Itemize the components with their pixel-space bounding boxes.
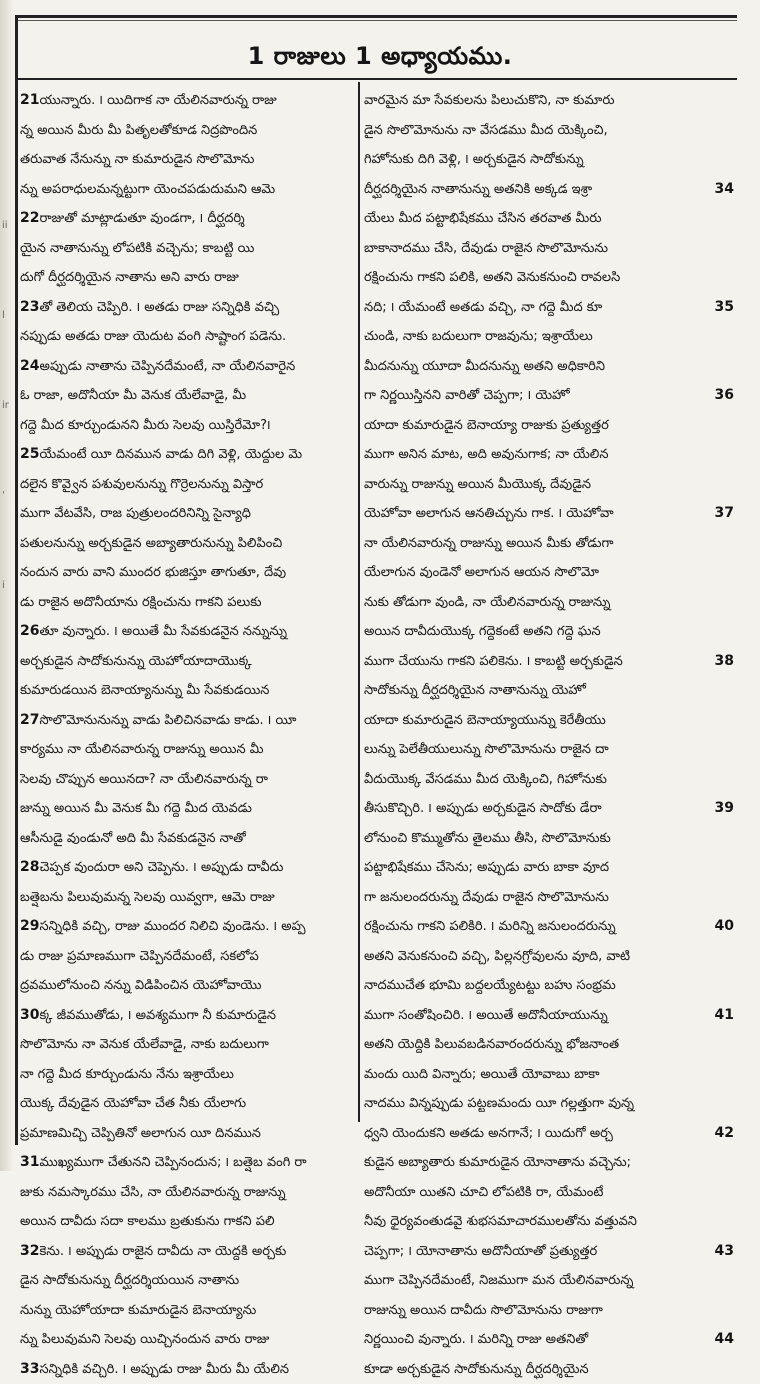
- verse-text: సన్నిధికి వచ్చిరి. ౹ అప్పుడు రాజు మీరు మీ యేలిన: [39, 1362, 289, 1377]
- verse-text: ఓ రాజా, అదొనీయా మీ వెనుక యేలేవాడై, మీ: [20, 388, 246, 403]
- verse-text: ముగా వేటవేసి, రాజ పుత్రులందరినిన్ని సైన్యాధి: [20, 506, 251, 521]
- verse-number: 30: [20, 1007, 39, 1023]
- text-line: [20, 529, 356, 559]
- text-line: [364, 499, 712, 529]
- text-line: [364, 1207, 712, 1237]
- text-line: [364, 1060, 712, 1090]
- text-line: [20, 794, 356, 824]
- page-border-top: [15, 15, 737, 18]
- text-line: [20, 647, 356, 677]
- verse-text: లున్ను పెలేతీయులున్ను సొలొమోనును రాజైన దా: [364, 742, 609, 757]
- verse-number: 24: [20, 358, 39, 374]
- text-line: [20, 440, 356, 470]
- verse-text: వీదుయొక్క వేసడము మీద యెక్కించి, గిహోనుకు: [364, 772, 607, 787]
- margin-marks: ii l ir ' i: [2, 220, 14, 670]
- text-line: [364, 470, 712, 500]
- text-line: [20, 853, 356, 883]
- verse-text: అప్పుడు నాతాను చెప్పినదేమంటే, నా యేలినవారైన: [39, 359, 295, 374]
- text-line: [20, 1089, 356, 1119]
- text-line: [20, 942, 356, 972]
- verse-text: రాజున్ను అయిన దావీదు సొలొమోనును రాజుగా: [364, 1303, 603, 1318]
- verse-number: 38: [715, 647, 734, 677]
- column-divider: [358, 82, 360, 1122]
- text-line: [20, 175, 356, 205]
- verse-text: చెప్పక వుందురా అని చెప్పెను. ౹ అప్పుడు దావీదు: [39, 860, 283, 875]
- verse-text: ముగా సంతోషించిరి. ౹ అయితే అదొనీయాయున్ను: [364, 1008, 608, 1023]
- text-line: [20, 558, 356, 588]
- text-line: [364, 1237, 712, 1267]
- text-line: [20, 263, 356, 293]
- verse-text: అయిన దావీదు సదా కాలము బ్రతుకును గాకని పలి: [20, 1214, 274, 1229]
- verse-number: 34: [715, 175, 734, 205]
- verse-text: తూ వున్నారు. ౹ అయితే మీ సేవకుడనైన నన్నున్ను: [39, 624, 286, 639]
- text-line: [20, 86, 356, 116]
- text-line: [364, 263, 712, 293]
- verse-text: వారున్ను రాజున్ను అయిన మీయొక్క దేవుడైన: [364, 477, 591, 492]
- verse-text: రక్షించును గాకని పలికి, అతని వెనుకనుంచి రావలసి: [364, 270, 620, 285]
- text-line: [364, 1119, 712, 1149]
- verse-text: లోనుంచి కొమ్ముతోను తైలము తీసి, సొలొమోనుకు: [364, 831, 611, 846]
- verse-text: యొక్క దేవుడైన యెహోవా చేత నీకు యేలాగు: [20, 1096, 246, 1111]
- verse-text: యేలాగున వుండెనో అలాగున ఆయన సొలొమో: [364, 565, 599, 580]
- verse-text: దలైన కొవ్వైన పశువులనున్ను గొర్రెలనున్ను విస్తార: [20, 477, 263, 492]
- text-line: [364, 1148, 712, 1178]
- verse-text: మందు యిది విన్నారు; అయితే యోవాబు బాకా: [364, 1067, 600, 1082]
- text-line: [364, 647, 712, 677]
- text-line: [20, 735, 356, 765]
- verse-text: నాదము విన్నప్పుడు పట్టణమందు యీ గల్లత్తుగా వున్న: [364, 1096, 634, 1111]
- text-line: [20, 1237, 356, 1267]
- text-line: [364, 912, 712, 942]
- text-line: [364, 794, 712, 824]
- verse-number: 35: [715, 293, 734, 323]
- verse-text: అయిన దావీదుయొక్క గద్దెకంటే అతని గద్దె ఘన: [364, 624, 601, 639]
- verse-number: 28: [20, 859, 39, 875]
- text-line: [364, 322, 712, 352]
- verse-text: డైన సాదోకునున్ను దీర్ఘదర్శియయిన నాతాను: [20, 1273, 239, 1288]
- verse-text: నిర్ణయించి వున్నారు. ౹ మరిన్ని రాజు అతనితో: [364, 1332, 588, 1347]
- text-line: [364, 352, 712, 382]
- page-border-left: [15, 15, 18, 1145]
- text-line: [364, 1178, 712, 1208]
- verse-text: నుకు తోడుగా వుండి, నా యేలినవారున్న రాజున్ను: [364, 595, 610, 610]
- text-line: [364, 588, 712, 618]
- left-column: [20, 86, 356, 1384]
- text-line: [20, 1148, 356, 1178]
- verse-text: సాదోకున్ను దీర్ఘదర్శియైన నాతానున్ను యెహో: [364, 683, 586, 698]
- text-line: [20, 293, 356, 323]
- text-line: [20, 1207, 356, 1237]
- verse-text: యైన నాతానున్ను లోపటికి వచ్చెను; కాబట్టి యి: [20, 241, 254, 256]
- text-line: [364, 1296, 712, 1326]
- verse-number: 31: [20, 1154, 39, 1170]
- verse-text: డైన సొలొమోనును నా వేసడము మీద యెక్కించి,: [364, 123, 608, 138]
- text-line: [20, 676, 356, 706]
- page-border-top-inner: [18, 20, 737, 21]
- verse-text: అదొనీయా యితని చూచి లోపటికి రా, యేమంటే: [364, 1185, 603, 1200]
- verse-number: 36: [715, 381, 734, 411]
- verse-text: ముగా చేయును గాకని పలికెను. ౹ కాబట్టి అర్చకుడైన: [364, 654, 623, 669]
- text-line: [20, 116, 356, 146]
- text-line: [20, 381, 356, 411]
- right-column: [364, 86, 712, 1384]
- verse-number: 39: [715, 794, 734, 824]
- text-line: [20, 588, 356, 618]
- text-line: [20, 411, 356, 441]
- verse-text: గా జనులందరున్ను దేవుడు రాజైన సొలొమోనును: [364, 890, 609, 905]
- text-line: [364, 558, 712, 588]
- text-line: [20, 499, 356, 529]
- text-line: [364, 706, 712, 736]
- text-line: [20, 470, 356, 500]
- verse-number: 33: [20, 1361, 39, 1377]
- text-line: [364, 234, 712, 264]
- verse-number: 25: [20, 446, 39, 462]
- verse-number: 41: [715, 1001, 734, 1031]
- text-line: [20, 1325, 356, 1355]
- text-line: [364, 1355, 712, 1384]
- header-rule: [18, 78, 737, 80]
- text-line: [364, 883, 712, 913]
- text-line: [20, 824, 356, 854]
- verse-text: నప్పుడు అతడు రాజు యెదుట వంగి సాష్టాంగ పడెను.: [20, 329, 286, 344]
- verse-text: నందున వారు వాని ముందర భుజిస్తూ తాగుతూ, దేవు: [20, 565, 286, 580]
- verse-text: యాదా కుమారుడైన బెనాయ్యా రాజుకు ప్రత్యుత్తర: [364, 418, 609, 433]
- text-line: [364, 676, 712, 706]
- verse-text: చెప్పగా; ౹ యోనాతాను అదొనీయాతో ప్రత్యుత్తర: [364, 1244, 597, 1259]
- verse-text: పట్టాభిషేకము చేసెను; అప్పుడు వారు బాకా వూద: [364, 860, 609, 875]
- text-line: [364, 971, 712, 1001]
- text-line: [20, 1355, 356, 1384]
- verse-text: నా గద్దె మీద కూర్చుండును నేను ఇశ్రాయేలు: [20, 1067, 234, 1082]
- verse-number: 29: [20, 918, 39, 934]
- text-line: [20, 1030, 356, 1060]
- verse-text: సెలవు చొప్పున అయినదా? నా యేలినవారున్న రా: [20, 772, 268, 787]
- verse-text: అర్చకుడైన సాదోకునున్ను యెహోయాదాయొక్క: [20, 654, 252, 669]
- verse-text: ధ్వని యెందుకని అతడు అనగానే; ౹ యిదుగో అర్చ: [364, 1126, 613, 1141]
- verse-text: న్ను పిలువుమని సెలవు యిచ్చినందున వారు రాజు: [20, 1332, 269, 1347]
- verse-text: సొలొమోను నా వెనుక యేలేవాడై, నాకు బదులుగా: [20, 1037, 269, 1052]
- text-line: [20, 706, 356, 736]
- verse-text: రాజుతో మాట్లాడుతూ వుండగా, ౹ దీర్ఘదర్శి: [39, 211, 244, 226]
- verse-text: డు రాజు ప్రమాణముగా చెప్పినదేమంటే, సకలోప: [20, 949, 259, 964]
- text-line: [364, 853, 712, 883]
- verse-text: జుకు నమస్కారము చేసి, నా యేలినవారున్న రాజున్ను: [20, 1185, 286, 1200]
- verse-text: రక్షించును గాకని పలికిరి. ౹ మరిన్ని జనులందరున్ను: [364, 919, 616, 934]
- verse-number: 22: [20, 210, 39, 226]
- verse-text: యేలు మీద పట్టాభిషేకము చేసిన తరవాత మీరు: [364, 211, 601, 226]
- text-line: [364, 381, 712, 411]
- text-line: [364, 735, 712, 765]
- text-line: [364, 529, 712, 559]
- verse-text: తరువాత నేనున్ను నా కుమారుడైన సొలొమోను: [20, 152, 254, 167]
- verse-text: తో తెలియ చెప్పిరి. ౹ అతడు రాజు సన్నిధికి వచ్చి: [39, 300, 279, 315]
- text-line: [364, 204, 712, 234]
- verse-text: అతని వెనుకనుంచి వచ్చి, పిల్లనగ్రోవులను వూది, వాటి: [364, 949, 630, 964]
- verse-number: 32: [20, 1243, 39, 1259]
- text-line: [364, 1089, 712, 1119]
- verse-text: యేమంటే యీ దినమున వాడు దిగి వెళ్లి, యెద్దుల మె: [39, 447, 302, 462]
- verse-number: 42: [715, 1119, 734, 1149]
- text-line: [20, 1001, 356, 1031]
- text-line: [20, 1119, 356, 1149]
- verse-text: ఆసీనుడై వుండునో అది మీ సేవకుడనైన నాతో: [20, 831, 246, 846]
- text-line: [20, 1060, 356, 1090]
- verse-text: యున్నారు. ౹ యిదిగాక నా యేలినవారున్న రాజు: [39, 93, 276, 108]
- text-line: [20, 765, 356, 795]
- verse-text: మీదనున్ను యూదా మీదనున్ను అతని అధికారిని: [364, 359, 605, 374]
- verse-text: క్క జీవముతోడు, ౹ అవశ్యముగా నీ కుమారుడైన: [39, 1008, 276, 1023]
- verse-number: 21: [20, 92, 39, 108]
- verse-text: ముగా చెప్పినదేమంటే, నిజముగా మన యేలినవారున్న: [364, 1273, 633, 1288]
- verse-text: చుండి, నాకు బదులుగా రాజవును; ఇశ్రాయేలు: [364, 329, 593, 344]
- text-line: [20, 883, 356, 913]
- text-line: [364, 116, 712, 146]
- text-line: [364, 86, 712, 116]
- verse-text: ముఖ్యముగా చేతునని చెప్పినందున; ౹ బత్షెబ వంగి రా: [39, 1155, 306, 1170]
- verse-number: 27: [20, 712, 39, 728]
- verse-text: యెహోవా అలాగున ఆనతిచ్చును గాక. ౹ యెహోవా: [364, 506, 614, 521]
- verse-text: కుమారుడయిన బెనాయ్యానున్ను మీ సేవకుడయిన: [20, 683, 269, 698]
- text-line: [364, 411, 712, 441]
- text-line: [20, 352, 356, 382]
- verse-text: తీసుకొచ్చిరి. ౹ అప్పుడు అర్చకుడైన సాదోకు డేరా: [364, 801, 602, 816]
- verse-text: సొలొమోనునున్ను వాడు పిలిచినవాడు కాడు. ౹ యీ: [39, 713, 296, 728]
- verse-text: డు రాజైన అదొనీయాను రక్షించును గాకని పలుకు: [20, 595, 262, 610]
- text-line: [20, 322, 356, 352]
- verse-text: యాదా కుమారుడైన బెనాయ్యాయున్ను కెరేతీయు: [364, 713, 606, 728]
- text-line: [364, 175, 712, 205]
- verse-number: 44: [715, 1325, 734, 1355]
- text-line: [364, 1266, 712, 1296]
- verse-text: ప్రమాణమిచ్చి చెప్పితినో అలాగున యీ దినమున: [20, 1126, 261, 1141]
- verse-text: గద్దె మీద కూర్చుండునని మీరు సెలవు యిస్తిరేమో?౹: [20, 418, 271, 433]
- text-line: [20, 145, 356, 175]
- verse-number: 23: [20, 299, 39, 315]
- verse-text: గా నిర్ణయిస్తినని వారితో చెప్పగా; ౹ యెహో: [364, 388, 570, 403]
- text-line: [364, 293, 712, 323]
- verse-text: కూడా అర్చకుడైన సాదోకునున్ను దీర్ఘదర్శియైన: [364, 1362, 589, 1377]
- verse-text: నది; ౹ యేమంటే అతడు వచ్చి, నా గద్దె మీద కూ: [364, 300, 602, 315]
- verse-text: ముగా అనిన మాట, అది అవునుగాక; నా యేలిన: [364, 447, 608, 462]
- verse-text: న్న అయిన మీరు మీ పితృలతోకూడ నిద్రపొందిన: [20, 123, 257, 138]
- text-line: [20, 617, 356, 647]
- text-line: [364, 942, 712, 972]
- verse-text: దీర్ఘదర్శియైన నాతానున్ను అతనికి అక్కడ ఇశ్రా: [364, 182, 592, 197]
- verse-text: కెను. ౹ అప్పుడు రాజైన దావీదు నా యెద్దకి అర్చకు: [39, 1244, 286, 1259]
- verse-text: నా యేలినవారున్న రాజున్ను అయిన మీకు తోడుగా: [364, 536, 614, 551]
- verse-text: అతని యెద్దికి పిలువబడినవారందరున్ను భోజనాంత: [364, 1037, 619, 1052]
- verse-number: 26: [20, 623, 39, 639]
- verse-text: నీవు ధైర్యవంతుడవై శుభసమాచారములతోను వత్తువని: [364, 1214, 637, 1229]
- verse-text: నున్ను యెహోయాదా కుమారుడైన బెనాయ్యాను: [20, 1303, 256, 1318]
- text-line: [20, 971, 356, 1001]
- page-title: 1 రాజులు 1 అధ్యాయము.: [0, 42, 760, 76]
- verse-text: వారమైన మా సేవకులను పిలుచుకొని, నా కుమారు: [364, 93, 615, 108]
- text-line: [20, 204, 356, 234]
- text-line: [364, 440, 712, 470]
- verse-number: 37: [715, 499, 734, 529]
- text-line: [364, 765, 712, 795]
- verse-text: జున్ను అయిన మీ వెనుక మీ గద్దె మీద యెవడు: [20, 801, 252, 816]
- text-line: [20, 1266, 356, 1296]
- verse-text: ద్రవములోనుంచి నన్ను విడిపించిన యెహోవాయొ: [20, 978, 261, 993]
- text-line: [364, 617, 712, 647]
- text-line: [364, 1001, 712, 1031]
- text-line: [364, 145, 712, 175]
- text-line: [364, 1325, 712, 1355]
- verse-text: దుగో దీర్ఘదర్శియైన నాతాను అని వారు రాజు: [20, 270, 239, 285]
- verse-number: 40: [715, 912, 734, 942]
- text-line: [364, 1030, 712, 1060]
- verse-text: కార్యము నా యేలినవారున్న రాజున్ను అయిన మీ: [20, 742, 263, 757]
- verse-text: న్ను అపరాధులమన్నట్టుగా యెంచపడుదుమని ఆమె: [20, 182, 275, 197]
- verse-text: నాదముచేత భూమి బద్దలయ్యేటట్టు బహు సంభ్రమ: [364, 978, 616, 993]
- text-line: [20, 1296, 356, 1326]
- text-line: [364, 824, 712, 854]
- verse-text: సన్నిధికి వచ్చి, రాజు ముందర నిలిచి వుండెను. ౹ అప్ప: [39, 919, 305, 934]
- verse-text: కుడైన అబ్యాతారు కుమారుడైన యోనాతాను వచ్చెను;: [364, 1155, 631, 1170]
- text-line: [20, 234, 356, 264]
- verse-text: గిహోనుకు దిగి వెళ్లి, ౹ అర్చకుడైన సాదోకున్ను: [364, 152, 584, 167]
- text-line: [20, 1178, 356, 1208]
- text-line: [20, 912, 356, 942]
- verse-text: బాకానాదము చేసి, దేవుడు రాజైన సొలొమోనును: [364, 241, 608, 256]
- verse-text: పతులనున్ను అర్చకుడైన అబ్యాతారునున్ను పిలిపించి: [20, 536, 282, 551]
- verse-number: 43: [715, 1237, 734, 1267]
- verse-text: బత్షెబను పిలువుమన్న సెలవు యివ్వగా, ఆమె రాజు: [20, 890, 275, 905]
